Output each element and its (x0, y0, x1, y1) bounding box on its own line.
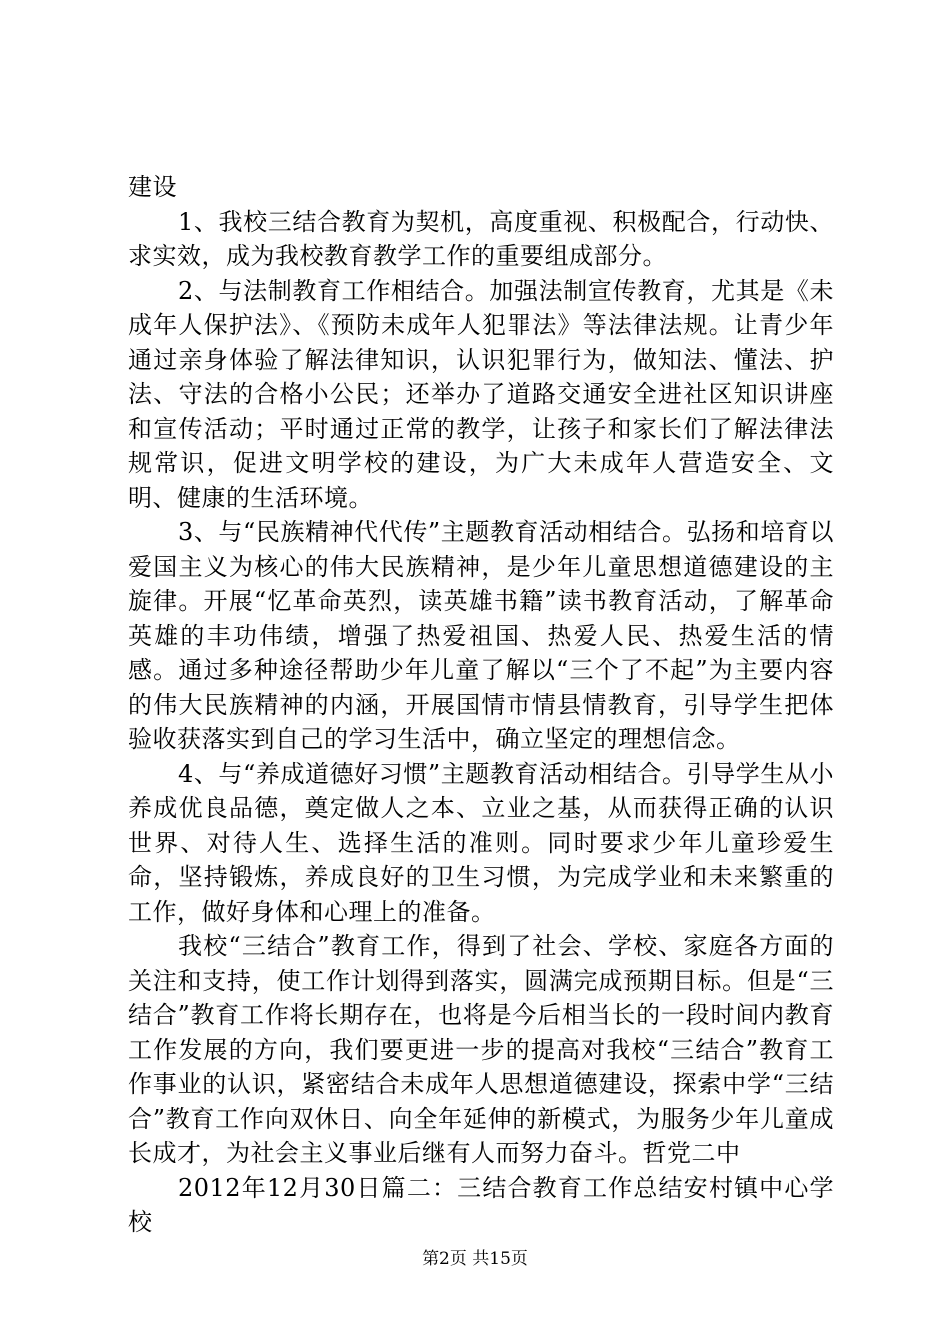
paragraph-summary: 我校“三结合”教育工作，得到了社会、学校、家庭各方面的关注和支持，使工作计划得到落实，圆满完成预期目标。但是“三结合”教育工作将长期存在，也将是今后相当长的一段时间内教育工作发展的方向，我们要更进一步的提高对我校“三结合”教育工作事业的认识，紧密结合未成年人思想道德建设，探索中学“三结合”教育工作向双休日、向全年延伸的新模式，为服务少年儿童成长成才，为社会主义事业后继有人而努力奋斗。哲党二中 (128, 932, 834, 1167)
paragraph-item-2: 2、与法制教育工作相结合。加强法制宣传教育，尤其是《未成年人保护法》、《预防未成年人犯罪法》等法律法规。让青少年通过亲身体验了解法律知识，认识犯罪行为，做知法、懂法、护法、守法的合格小公民；还举办了道路交通安全进社区知识讲座和宣传活动；平时通过正常的教学，让孩子和家长们了解法律法规常识，促进文明学校的建设，为广大未成年人营造安全、文明、健康的生活环境。 (128, 276, 834, 512)
paragraph-date-heading: 2012年12月30日篇二：三结合教育工作总结安村镇中心学校 (128, 1173, 834, 1236)
paragraph-item-4: 4、与“养成道德好习惯”主题教育活动相结合。引导学生从小养成优良品德，奠定做人之本、立业之基，从而获得正确的认识世界、对待人生、选择生活的准则。同时要求少年儿童珍爱生命，坚持锻炼，养成良好的卫生习惯，为完成学业和未来繁重的工作，做好身体和心理上的准备。 (128, 759, 834, 926)
document-body (128, 170, 834, 1240)
paragraph-continuation: 建设 (128, 173, 177, 201)
page-footer (0, 1244, 950, 1269)
page-number-label: 第2页 共15页 (422, 1249, 528, 1269)
paragraph-item-3: 3、与“民族精神代代传”主题教育活动相结合。弘扬和培育以爱国主义为核心的伟大民族精神，是少年儿童思想道德建设的主旋律。开展“忆革命英烈，读英雄书籍”读书教育活动，了解革命英雄的丰功伟绩，增强了热爱祖国、热爱人民、热爱生活的情感。通过多种途径帮助少年儿童了解以“三个了不起”为主要内容的伟大民族精神的内涵，开展国情市情县情教育，引导学生把体验收获落实到自己的学习生活中，确立坚定的理想信念。 (128, 518, 834, 753)
paragraph-item-1: 1、我校三结合教育为契机，高度重视、积极配合，行动快、求实效，成为我校教育教学工作的重要组成部分。 (128, 207, 834, 270)
